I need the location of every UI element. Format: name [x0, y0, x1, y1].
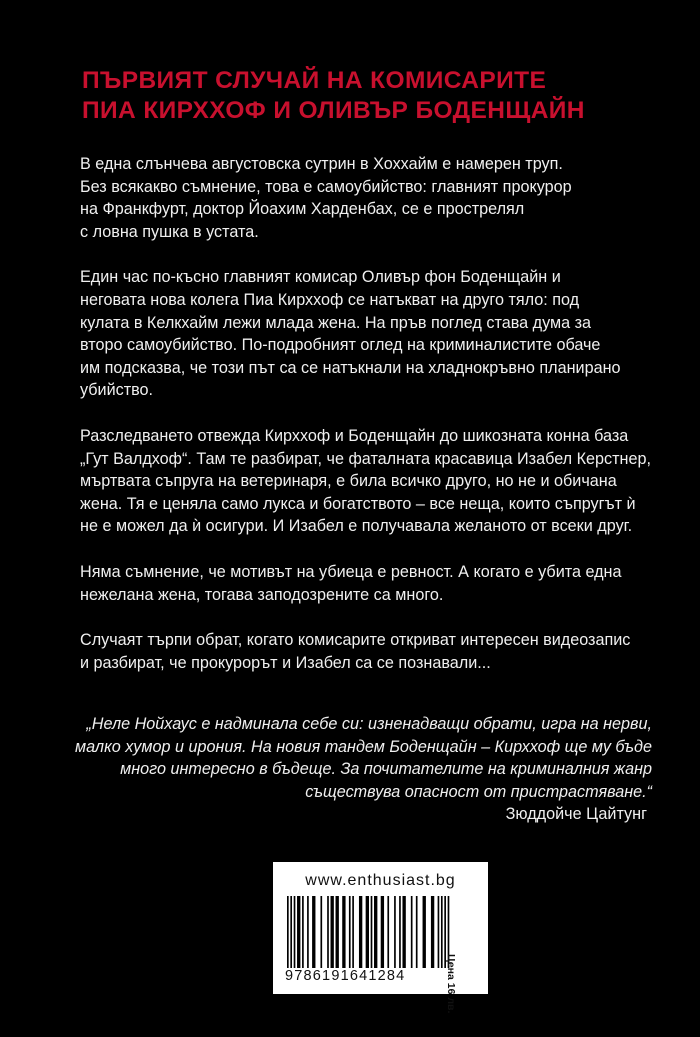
isbn-number: 9786191641284 — [285, 968, 406, 984]
barcode-bar — [411, 896, 413, 968]
barcode-bar — [394, 896, 396, 968]
barcode-bar — [331, 896, 334, 968]
barcode-bar — [431, 896, 434, 968]
quote-line: много интересно в бъдеще. За почитателите на криминалния жанр — [120, 760, 652, 779]
barcode-bar — [294, 896, 296, 968]
text-line: нежелана жена, тогава заподозрените са много. — [80, 585, 444, 604]
barcode-bar — [287, 896, 289, 968]
barcode-bar — [387, 896, 389, 968]
text-line: жена. Тя е ценяла само лукса и богатството – все неща, които съпругът ѝ — [80, 494, 636, 513]
barcode-icon — [287, 896, 451, 968]
barcode-bar — [423, 896, 426, 968]
text-line: Няма съмнение, че мотивът на убиеца е ревност. А когато е убита една — [80, 562, 622, 581]
barcode-bar — [349, 896, 351, 968]
blurb-paragraph-5 — [80, 629, 670, 674]
barcode-bar — [297, 896, 300, 968]
blurb-paragraph-2 — [80, 266, 670, 402]
text-line: второ самоубийство. По-подробният оглед на криминалистите обаче — [80, 336, 601, 355]
barcode-bar — [336, 896, 339, 968]
headline-line-2: ПИА КИРХХОФ И ОЛИВЪР БОДЕНЩАЙН — [82, 97, 585, 124]
blurb-paragraph-3 — [80, 425, 670, 538]
text-line: Без всякакво съмнение, това е самоубийство: главният прокурор — [80, 177, 572, 196]
barcode-bar — [290, 896, 292, 968]
text-line: „Гут Валдхоф“. Там те разбират, че фаталната красавица Изабел Керстнер, — [80, 449, 651, 468]
blurb-paragraph-1 — [80, 153, 670, 243]
quote-line: съществува опасност от пристрастяване.“ — [305, 782, 652, 801]
review-quote — [60, 713, 652, 826]
text-line: им подсказва, че този път са се натъкнали на хладнокръвно планирано — [80, 358, 621, 377]
text-line: Един час по-късно главният комисар Оливър фон Боденщайн и — [80, 268, 561, 287]
text-line: неговата нова колега Пиа Кирххоф се натъкват на друго тяло: под — [80, 290, 580, 309]
price-label: Цена 16 лв. — [445, 954, 457, 1014]
barcode-bar — [402, 896, 405, 968]
barcode-bar — [352, 896, 354, 968]
text-line: не е можел да ѝ осигури. И Изабел е получавала желаното от всеки друг. — [80, 517, 633, 536]
text-line: с ловна пушка в устата. — [80, 222, 259, 241]
blurb-paragraph-4 — [80, 561, 670, 606]
barcode-bar — [312, 896, 315, 968]
barcode-bar — [371, 896, 373, 968]
quote-line: „Неле Нойхаус е надминала себе си: изненадващи обрати, игра на нерви, — [86, 715, 652, 733]
text-line: на Франкфурт, доктор Йоахим Харденбах, се е прострелял — [80, 200, 525, 219]
barcode-bar — [320, 896, 322, 968]
barcode-bar — [441, 896, 443, 968]
publisher-url: www.enthusiast.bg — [305, 872, 456, 889]
barcode-bar — [374, 896, 377, 968]
text-line: В една слънчева августовска сутрин в Хоххайм е намерен труп. — [80, 155, 563, 173]
barcode-bar — [438, 896, 440, 968]
headline — [82, 66, 642, 126]
quote-line: малко хумор и ирония. На новия тандем Боденщайн – Кирххоф ще му бъде — [75, 737, 652, 756]
text-line: Случаят търпи обрат, когато комисарите откриват интересен видеозапис — [80, 631, 631, 650]
headline-line-1: ПЪРВИЯТ СЛУЧАЙ НА КОМИСАРИТЕ — [82, 67, 547, 94]
barcode-panel — [273, 862, 488, 1014]
barcode-bar — [327, 896, 329, 968]
barcode-bar — [342, 896, 345, 968]
barcode-bar — [381, 896, 384, 968]
text-line: убийство. — [80, 381, 154, 400]
barcode-bar — [307, 896, 309, 968]
barcode-bar — [366, 896, 369, 968]
barcode-bar — [399, 896, 401, 968]
barcode-bar — [359, 896, 362, 968]
barcode-bar — [416, 896, 418, 968]
text-line: Разследването отвежда Кирххоф и Боденщайн до шикозната конна база — [80, 426, 629, 445]
quote-source: Зюддойче Цайтунг — [505, 805, 647, 824]
text-line: и разбират, че прокурорът и Изабел са се познавали... — [80, 653, 491, 672]
text-line: мъртвата съпруга на ветеринаря, е била всичко друго, но не и обичана — [80, 472, 617, 491]
text-line: кулата в Келкхайм лежи млада жена. На пръв поглед става дума за — [80, 313, 592, 332]
blurb — [80, 153, 670, 697]
barcode-bar — [302, 896, 304, 968]
